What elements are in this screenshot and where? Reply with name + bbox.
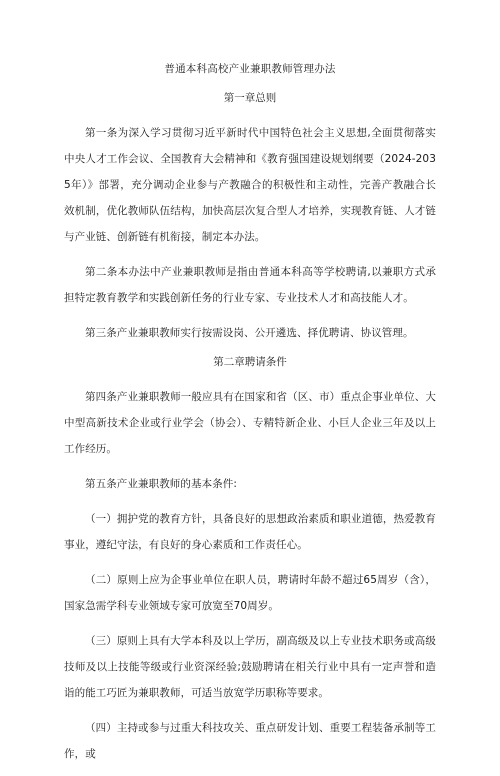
article-3: 第三条产业兼职教师实行按需设岗、公开遴选、择优聘请、协议管理。 bbox=[85, 327, 414, 339]
article-1: 第一条为深入学习贯彻习近平新时代中国特色社会主义思想,全面贯彻落实中央人才工作会议、全国教育大会精神和《教育强国建设规划纲要（2024-2035年）》部署，充分调动企业参与产教融合的积极性和主动性，完善产教融合长效机制，优化教师队伍结构，加快高层次复合型人才培养，实现教育链、人才链与产业链、创新链有机衔接，制定本办法。 bbox=[64, 127, 436, 243]
article-4: 第四条产业兼职教师一般应具有在国家和省（区、市）重点企事业单位、大中型高新技术企业或行业学会（协会）、专精特新企业、小巨人企业三年及以上工作经历。 bbox=[64, 391, 436, 455]
chapter-2-heading: 第二章聘请条件 bbox=[213, 356, 287, 368]
document-body bbox=[64, 62, 436, 776]
article-5-item-3: （三）原则上具有大学本科及以上学历，副高级及以上专业技术职务或高级技师及以上技能等级或行业资深经验;鼓励聘请在相关行业中具有一定声誉和造诣的能工巧匠为兼职教师，可适当放宽学历职称等要求。 bbox=[64, 635, 436, 699]
chapter-1-heading: 第一章总则 bbox=[223, 92, 277, 104]
document-title: 普通本科高校产业兼职教师管理办法 bbox=[164, 63, 336, 75]
article-5-item-1: （一）拥护党的教育方针，具备良好的思想政治素质和职业道德，热爱教育事业，遵纪守法，有良好的身心素质和工作责任心。 bbox=[64, 513, 436, 551]
article-5: 第五条产业兼职教师的基本条件: bbox=[85, 478, 238, 490]
article-2: 第二条本办法中产业兼职教师是指由普通本科高等学校聘请,以兼职方式承担特定教育教学和实践创新任务的行业专家、专业技术人才和高技能人才。 bbox=[64, 266, 436, 304]
article-5-item-2: （二）原则上应为企事业单位在职人员，聘请时年龄不超过65周岁（含），国家急需学科专业领域专家可放宽至70周岁。 bbox=[64, 574, 436, 612]
article-5-item-4: （四）主持或参与过重大科技攻关、重点研发计划、重要工程装备承制等工作，或 bbox=[64, 722, 436, 760]
